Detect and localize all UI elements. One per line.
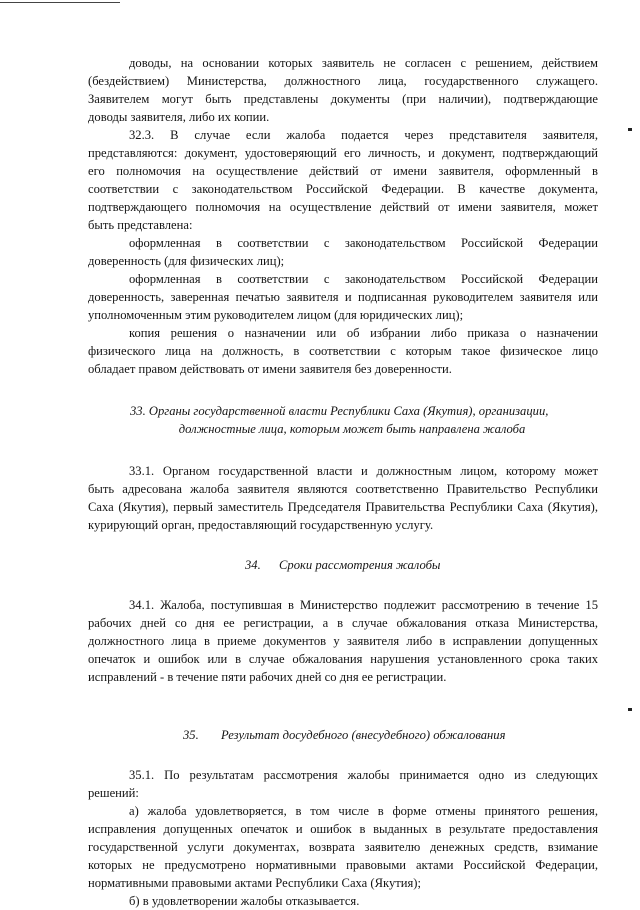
text-line: 33.1. Органом государственной власти и должностным лицом, которому может <box>129 464 598 478</box>
text-line: нормативными правовыми актами Республики Саха (Якутия); <box>88 876 421 890</box>
heading-text: Результат досудебного (внесудебного) обжалования <box>221 728 506 742</box>
paragraph-34-1 <box>88 596 598 686</box>
heading-line: должностные лица, которым может быть направлена жалоба <box>178 422 526 436</box>
text-line: государственной услуги документах, возврата заявителю денежных средств, взимание <box>88 840 598 854</box>
text-line: доводы, на основании которых заявитель не согласен с решением, действием <box>129 56 598 70</box>
text-line: подтверждающего полномочия на осуществление действий от имени заявителя, может <box>88 200 598 214</box>
text-line: физического лица на должность, в соответствии с которым такое физическое лицо <box>88 344 598 358</box>
text-line: оформленная в соответствии с законодательством Российской Федерации <box>129 236 598 250</box>
text-line: 34.1. Жалоба, поступившая в Министерство подлежит рассмотрению в течение 15 <box>129 598 598 612</box>
top-scan-rule <box>0 2 120 3</box>
text-line: 32.3. В случае если жалоба подается через представителя заявителя, <box>129 128 598 142</box>
text-line: исправлений - в течение пяти рабочих дней со дня ее регистрации. <box>88 670 447 684</box>
paragraph-35-1 <box>88 766 598 802</box>
text-line: исправления допущенных опечаток и ошибок в выданных в результате предоставления <box>88 822 598 836</box>
text-line: уполномоченным этим руководителем лицом (для юридических лиц); <box>88 308 464 322</box>
heading-line: 33. Органы государственной власти Республики Саха (Якутия), организации, <box>130 404 549 418</box>
paragraph-32-3 <box>88 126 598 234</box>
list-item-complaint-satisfied <box>88 802 598 892</box>
heading-number: 35. <box>183 728 199 742</box>
text-line: доверенность (для физических лиц); <box>88 254 285 268</box>
list-item-power-of-attorney-legal <box>88 270 598 324</box>
list-item-complaint-rejected <box>88 892 598 910</box>
text-line: доводы заявителя, либо их копии. <box>88 110 270 124</box>
scan-edge-mark <box>628 708 632 711</box>
text-line: соответствии с законодательством Российской Федерации. В качестве документа, <box>88 182 598 196</box>
text-line: быть представлена: <box>88 218 193 232</box>
section-heading-35 <box>88 726 598 744</box>
heading-text: Сроки рассмотрения жалобы <box>279 558 441 572</box>
text-line: должностного лица в приеме документов у заявителя либо в исправлении допущенных <box>88 634 598 648</box>
section-heading-34 <box>88 556 598 574</box>
section-heading-33 <box>88 402 598 438</box>
text-line: Саха (Якутия), первый заместитель Председателя Правительства Республики Саха (Якутия), <box>88 500 598 514</box>
text-line: которых не предусмотрено нормативными правовыми актами Российской Федерации, <box>88 858 598 872</box>
text-line: доверенность, заверенная печатью заявителя и подписанная руководителем заявителя или <box>88 290 598 304</box>
text-line: обладает правом действовать от имени заявителя без доверенности. <box>88 362 452 376</box>
text-line: Заявителем могут быть представлены документы (при наличии), подтверждающие <box>88 92 598 106</box>
text-line: решений: <box>88 786 139 800</box>
text-line: (бездействием) Министерства, должностного лица, государственного служащего. <box>88 74 598 88</box>
text-line: 35.1. По результатам рассмотрения жалобы принимается одно из следующих <box>129 768 598 782</box>
text-line: б) в удовлетворении жалобы отказывается. <box>129 894 360 908</box>
text-line: оформленная в соответствии с законодательством Российской Федерации <box>129 272 598 286</box>
text-line: копия решения о назначении или об избрании либо приказа о назначении <box>129 326 598 340</box>
scan-edge-mark <box>628 128 632 131</box>
text-line: опечаток и ошибок или в случае обжалования нарушения установленного срока таких <box>88 652 598 666</box>
heading-number: 34. <box>245 558 261 572</box>
text-line: рабочих дней со дня ее регистрации, а в случае обжалования отказа Министерства, <box>88 616 598 630</box>
text-line: его полномочия на осуществление действий от имени заявителя, оформленный в <box>88 164 598 178</box>
list-item-appointment-order <box>88 324 598 378</box>
text-line: представляются: документ, удостоверяющий его личность, и документ, подтверждающий <box>88 146 598 160</box>
text-line: быть адресована жалоба заявителя являются соответственно Правительство Республики <box>88 482 598 496</box>
text-line: а) жалоба удовлетворяется, в том числе в форме отмены принятого решения, <box>129 804 598 818</box>
paragraph-complaint-arguments <box>88 54 598 126</box>
text-line: курирующий орган, предоставляющий государственную услугу. <box>88 518 434 532</box>
paragraph-33-1 <box>88 462 598 534</box>
list-item-power-of-attorney-individual <box>88 234 598 270</box>
document-page <box>88 54 598 910</box>
